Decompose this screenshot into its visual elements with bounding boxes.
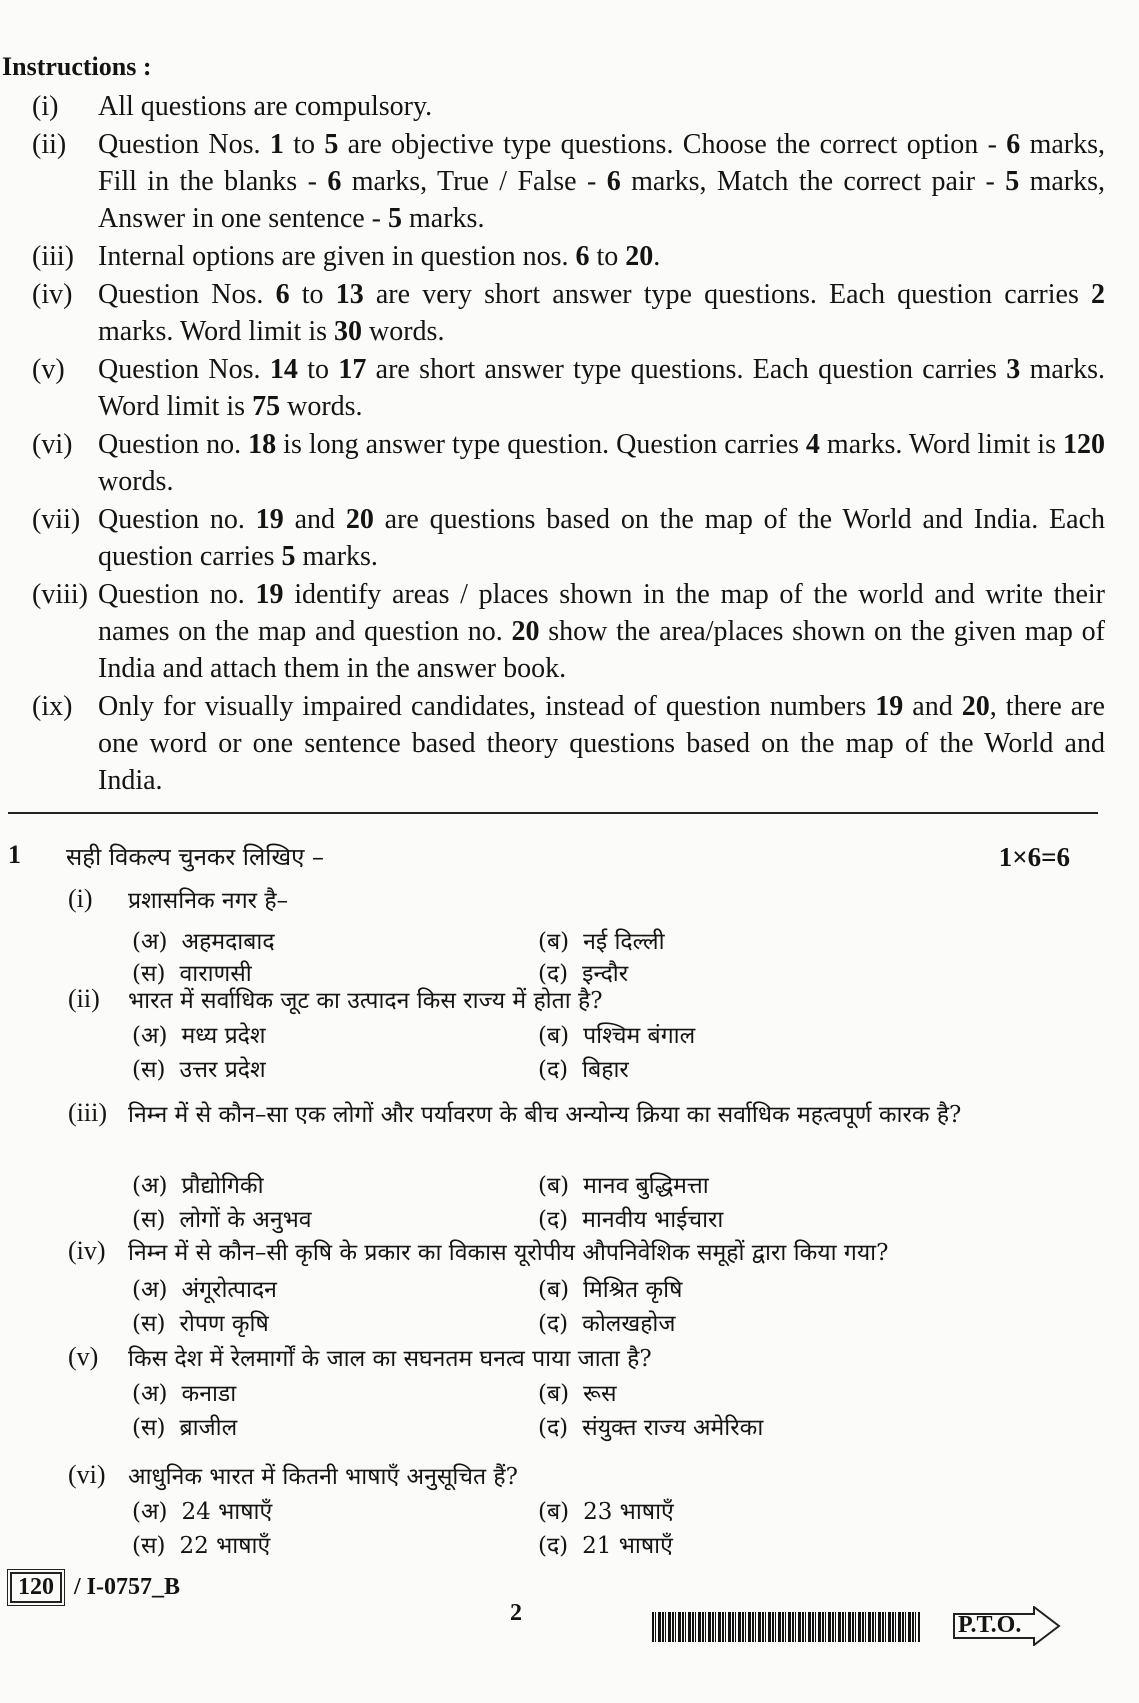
paper-code-text: / I-0757_B — [74, 1574, 181, 1600]
option-text: रोपण कृषि — [179, 1311, 269, 1337]
instruction-text: Question no. 19 and 20 are questions based on the map of the World and India. Each question carries 5 marks. — [98, 504, 1106, 572]
instruction-number: (ix) — [32, 691, 73, 722]
instruction-number: (viii) — [32, 579, 88, 610]
page-number: 2 — [510, 1600, 522, 1626]
instruction-text: Question Nos. 6 to 13 are very short answer type questions. Each question carries 2 marks. Word limit is 30 words. — [98, 279, 1106, 347]
instructions-heading: Instructions : — [2, 52, 152, 81]
instruction-item — [0, 276, 1105, 350]
code-box: 120 — [10, 1572, 62, 1603]
sub-question-number: (v) — [68, 1342, 99, 1371]
sub-question-text: निम्न में से कौन–सी कृषि के प्रकार का विकास यूरोपीय औपनिवेशिक समूहों द्वारा किया गया? — [128, 1240, 889, 1266]
option-text: वाराणसी — [179, 961, 252, 987]
option-text: अंगूरोत्पादन — [181, 1277, 277, 1303]
option-text: 24 भाषाएँ — [181, 1499, 273, 1525]
answer-option — [132, 1202, 312, 1234]
option-text: रूस — [583, 1381, 617, 1407]
answer-option — [538, 924, 665, 956]
answer-option — [538, 1376, 617, 1408]
instruction-text: Question Nos. 14 to 17 are short answer type questions. Each question carries 3 marks. Word limit is 75 words. — [98, 354, 1105, 422]
option-text: 21 भाषाएँ — [582, 1533, 673, 1559]
instruction-number: (v) — [32, 354, 65, 385]
sub-question-number: (iii) — [68, 1098, 107, 1127]
answer-option — [132, 1306, 269, 1338]
sub-question-number: (iv) — [68, 1236, 106, 1265]
instruction-number: (vii) — [32, 504, 81, 535]
option-letter: (द) — [538, 1533, 569, 1559]
option-letter: (ब) — [538, 1277, 570, 1303]
answer-option — [538, 1494, 674, 1526]
option-text: संयुक्त राज्य अमेरिका — [582, 1415, 764, 1441]
answer-option — [538, 1272, 682, 1304]
option-letter: (अ) — [132, 1277, 168, 1303]
answer-option — [538, 1528, 673, 1560]
option-text: ब्राजील — [179, 1415, 238, 1441]
option-letter: (ब) — [538, 929, 570, 955]
instruction-text: Question Nos. 1 to 5 are objective type questions. Choose the correct option - 6 marks, Fill in the blanks - 6 marks, True / False - 6 marks, Match the correct pair - 5 marks, Answer in one sentence - 5 marks. — [98, 129, 1106, 234]
answer-option — [132, 1272, 277, 1304]
option-text: लोगों के अनुभव — [179, 1207, 312, 1233]
option-text: 23 भाषाएँ — [583, 1499, 674, 1525]
answer-option — [538, 1052, 629, 1084]
instruction-number: (iv) — [32, 279, 73, 310]
answer-option — [538, 1168, 709, 1200]
answer-option — [538, 1202, 723, 1234]
question-title: सही विकल्प चुनकर लिखिए – — [66, 843, 325, 871]
answer-option — [538, 1018, 695, 1050]
answer-option — [132, 1528, 270, 1560]
sub-question-text: किस देश में रेलमार्गों के जाल का सघनतम घनत्व पाया जाता है? — [128, 1346, 652, 1372]
answer-option — [132, 1168, 264, 1200]
option-letter: (ब) — [538, 1023, 570, 1049]
instruction-item — [0, 238, 1105, 275]
barcode — [652, 1612, 920, 1642]
instruction-text: Internal options are given in question nos. 6 to 20. — [98, 241, 661, 272]
question-marks: 1×6=6 — [998, 842, 1070, 872]
instruction-number: (vi) — [32, 429, 73, 460]
option-letter: (द) — [538, 1415, 569, 1441]
option-letter: (अ) — [132, 1023, 168, 1049]
instruction-item — [0, 351, 1105, 425]
option-text: प्रौद्योगिकी — [181, 1173, 264, 1199]
instruction-item — [0, 688, 1105, 799]
option-letter: (द) — [538, 1057, 569, 1083]
answer-option — [538, 1410, 763, 1442]
instruction-text: All questions are compulsory. — [98, 91, 433, 122]
sub-question-number: (vi) — [68, 1460, 106, 1489]
instruction-item — [0, 88, 1105, 125]
answer-option — [132, 1018, 266, 1050]
answer-option — [132, 1376, 236, 1408]
question-number: 1 — [8, 840, 21, 869]
option-letter: (स) — [132, 1057, 166, 1083]
instruction-number: (i) — [32, 91, 59, 122]
option-letter: (द) — [538, 1207, 569, 1233]
option-letter: (स) — [132, 961, 166, 987]
option-text: मानव बुद्धिमत्ता — [583, 1173, 709, 1199]
sub-question-text: प्रशासनिक नगर है– — [128, 888, 289, 914]
sub-question-text: निम्न में से कौन–सा एक लोगों और पर्यावरण के बीच अन्योन्य क्रिया का सर्वाधिक महत्वपूर्ण कारक है? — [128, 1102, 962, 1128]
option-text: पश्चिम बंगाल — [583, 1023, 696, 1049]
paper-code — [10, 1572, 180, 1603]
pto-arrow — [952, 1606, 1062, 1646]
option-letter: (अ) — [132, 1173, 168, 1199]
option-letter: (द) — [538, 1311, 569, 1337]
answer-option — [132, 1410, 237, 1442]
option-text: कोलखहोज — [582, 1311, 676, 1337]
section-divider — [8, 812, 1098, 814]
option-letter: (स) — [132, 1415, 166, 1441]
option-text: मध्य प्रदेश — [181, 1023, 266, 1049]
instruction-text: Question no. 19 identify areas / places shown in the map of the world and write their names on the map and question no. 20 show the area/places shown on the given map of India and attach them in the answer book. — [98, 579, 1105, 684]
option-letter: (अ) — [132, 929, 168, 955]
sub-question-number: (ii) — [68, 984, 100, 1013]
instruction-number: (iii) — [32, 241, 74, 272]
option-letter: (ब) — [538, 1381, 570, 1407]
option-text: मिश्रित कृषि — [583, 1277, 683, 1303]
answer-option — [132, 924, 275, 956]
option-letter: (ब) — [538, 1173, 570, 1199]
sub-question-text: आधुनिक भारत में कितनी भाषाएँ अनुसूचित हैं? — [128, 1464, 518, 1490]
sub-question-text: भारत में सर्वाधिक जूट का उत्पादन किस राज्य में होता है? — [128, 988, 603, 1014]
option-text: नई दिल्ली — [583, 929, 665, 955]
option-letter: (द) — [538, 961, 569, 987]
option-text: कनाडा — [181, 1381, 237, 1407]
option-letter: (ब) — [538, 1499, 570, 1525]
option-letter: (स) — [132, 1311, 166, 1337]
instruction-item — [0, 501, 1105, 575]
option-text: इन्दौर — [582, 961, 629, 987]
answer-option — [538, 1306, 675, 1338]
option-letter: (अ) — [132, 1381, 168, 1407]
instruction-item — [0, 126, 1105, 237]
instructions-list — [0, 88, 1105, 800]
pto-label: P.T.O. — [958, 1612, 1022, 1638]
instruction-item — [0, 576, 1105, 687]
option-text: 22 भाषाएँ — [179, 1533, 271, 1559]
option-text: उत्तर प्रदेश — [179, 1057, 266, 1083]
instruction-number: (ii) — [32, 129, 67, 160]
sub-question-number: (i) — [68, 884, 93, 913]
option-letter: (अ) — [132, 1499, 168, 1525]
option-letter: (स) — [132, 1207, 166, 1233]
option-text: मानवीय भाईचारा — [582, 1207, 724, 1233]
option-letter: (स) — [132, 1533, 166, 1559]
answer-option — [132, 1494, 272, 1526]
instruction-text: Question no. 18 is long answer type question. Question carries 4 marks. Word limit is 120 words. — [98, 429, 1105, 497]
instruction-text: Only for visually impaired candidates, instead of question numbers 19 and 20, there are one word or one sentence based theory questions based on the map of the World and India. — [98, 691, 1105, 796]
instruction-item — [0, 426, 1105, 500]
option-text: अहमदाबाद — [181, 929, 275, 955]
answer-option — [132, 1052, 266, 1084]
question-header — [0, 840, 1100, 880]
option-text: बिहार — [582, 1057, 629, 1083]
